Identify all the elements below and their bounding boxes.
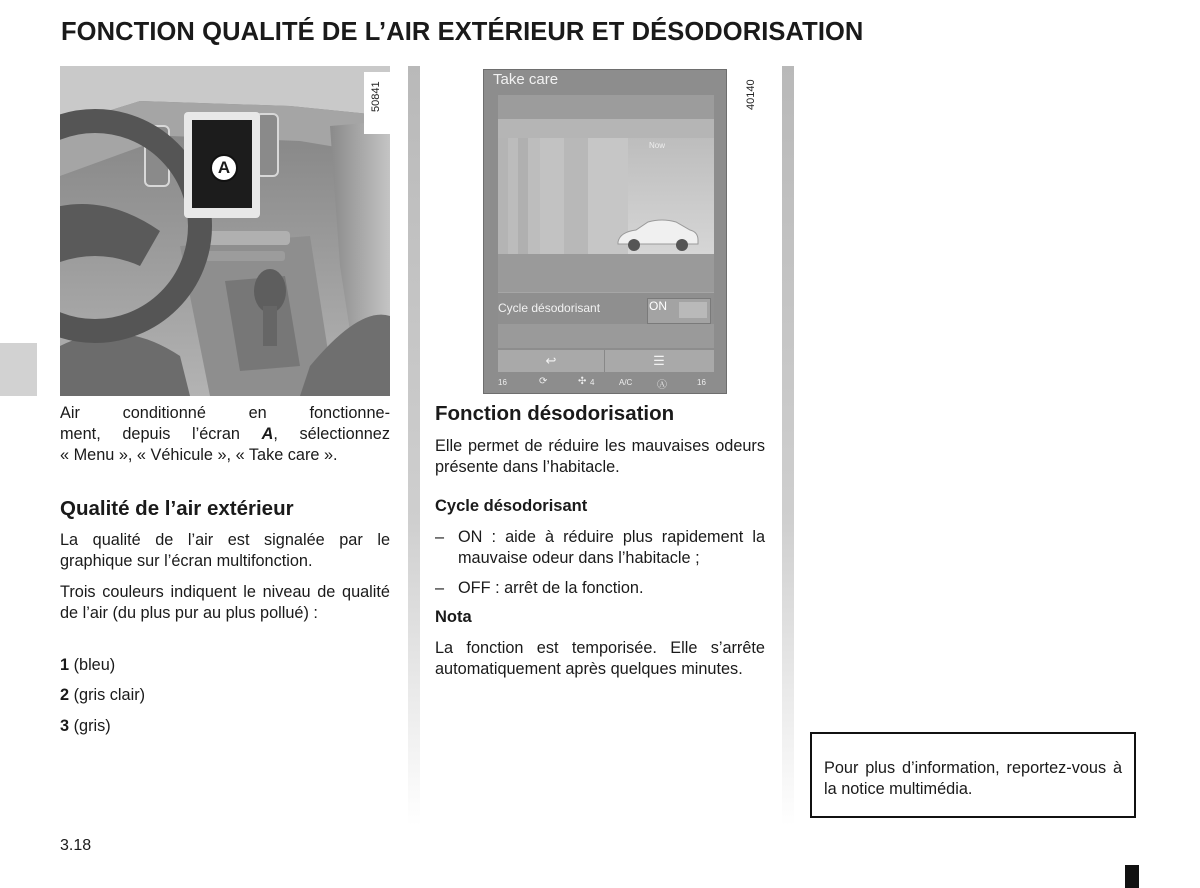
screen-header-bar <box>498 95 714 120</box>
item-text: (bleu) <box>69 656 116 674</box>
screen-blank-row <box>498 254 714 292</box>
item-number: 1 <box>60 656 70 674</box>
section-heading: Qualité de l’air extérieur <box>60 497 294 520</box>
multimedia-screen <box>483 69 727 394</box>
deodorisation-paragraph: Elle permet de réduire les mauvaises odeurs présente dans l’habitacle. <box>435 437 765 476</box>
toggle-knob <box>679 302 707 318</box>
chart-bar <box>498 138 508 254</box>
recirculation-icon[interactable]: ⟳ <box>539 376 548 387</box>
intro-paragraph <box>60 403 390 466</box>
cycle-toggle-value: ON <box>649 299 667 313</box>
bullet-off: OFF : arrêt de la fonction. <box>458 579 644 597</box>
list-icon[interactable]: ☰ <box>653 353 665 368</box>
chapter-tab <box>0 343 37 396</box>
intro-marker: A <box>261 425 274 443</box>
marker-a-label: A <box>217 158 231 177</box>
bullet-on: ON : aide à réduire plus rapidement la mauvaise odeur dans l’habitacle ; <box>458 528 765 567</box>
quality-paragraph-1: La qualité de l’air est signalée par le graphique sur l’écran multifonction. <box>60 531 390 570</box>
car-icon <box>614 218 700 252</box>
chart-bar <box>564 138 588 254</box>
info-box <box>810 732 1136 818</box>
dashboard-illustration <box>60 66 390 396</box>
screen-action-bar <box>498 350 714 372</box>
cycle-toggle[interactable] <box>647 298 711 324</box>
air-quality-chart <box>498 138 714 254</box>
fan-icon[interactable]: ✣ <box>578 376 587 387</box>
ac-button[interactable]: A/C <box>619 378 633 387</box>
page-title: FONCTION QUALITÉ DE L’AIR EXTÉRIEUR ET DÉSODORISATION <box>61 18 864 46</box>
intro-line-1: Air conditionné en fonctionne- <box>60 404 390 422</box>
quality-paragraph-2: Trois couleurs indiquent le niveau de qualité de l’air (du plus pur au plus pollué) : <box>60 583 390 622</box>
fan-speed: 4 <box>590 378 595 387</box>
page-edge-marker <box>1125 865 1139 888</box>
color-item-2 <box>60 685 145 706</box>
intro-text: , sélectionnez <box>273 425 390 443</box>
auto-icon[interactable]: Ⓐ <box>657 380 667 391</box>
figure-ref: 50841 <box>370 81 382 112</box>
info-box-text: Pour plus d’information, reportez-vous à la notice multimédia. <box>824 759 1122 798</box>
color-item-3 <box>60 716 111 737</box>
chart-bar <box>540 138 564 254</box>
now-label: Now <box>649 141 666 150</box>
intro-text: ment, depuis l’écran <box>60 425 262 443</box>
chart-bar <box>508 138 518 254</box>
subheading-nota: Nota <box>435 608 472 626</box>
climate-bar <box>484 374 726 393</box>
chart-bar <box>518 138 528 254</box>
back-arrow-icon[interactable]: ↩ <box>498 350 605 372</box>
intro-line-2 <box>60 424 390 445</box>
cycle-label: Cycle désodorisant <box>498 301 601 315</box>
bullet-dash: – <box>435 528 445 546</box>
chart-bar <box>528 138 540 254</box>
subheading-cycle: Cycle désodorisant <box>435 497 588 515</box>
cycle-row[interactable] <box>498 292 714 325</box>
intro-line-3: « Menu », « Véhicule », « Take care ». <box>60 446 338 464</box>
page-number: 3.18 <box>60 837 92 854</box>
temp-right[interactable]: 16 <box>697 378 706 387</box>
column-separator <box>408 66 420 826</box>
item-text: (gris clair) <box>69 686 146 704</box>
screen-blank-row <box>498 324 714 348</box>
item-text: (gris) <box>69 717 111 735</box>
screen-header: Take care <box>493 71 559 88</box>
screen-tab-strip <box>498 119 714 139</box>
dashboard-drawing <box>60 66 390 396</box>
bullet-dash: – <box>435 579 445 597</box>
item-number: 2 <box>60 686 70 704</box>
item-number: 3 <box>60 717 70 735</box>
figure-ref: 40140 <box>745 79 757 110</box>
temp-left[interactable]: 16 <box>498 378 507 387</box>
section-heading: Fonction désodorisation <box>435 402 675 425</box>
color-item-1 <box>60 655 115 676</box>
column-separator <box>782 66 794 826</box>
nota-paragraph: La fonction est temporisée. Elle s’arrête automatiquement après quelques minutes. <box>435 639 765 678</box>
